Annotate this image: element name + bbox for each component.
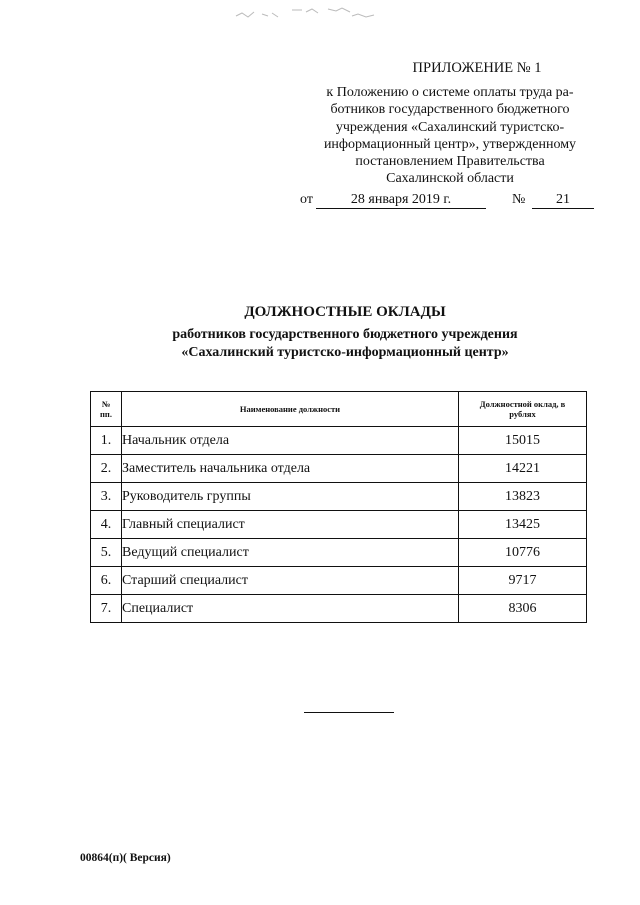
header-number-line: пп.	[100, 409, 112, 419]
table-header-row	[91, 392, 587, 427]
header-salary-line: рублях	[509, 409, 536, 419]
document-version-code: 00864(п)( Версия)	[80, 852, 171, 864]
from-label: от	[300, 192, 313, 207]
approval-date-line	[300, 192, 600, 210]
table-row	[91, 427, 587, 455]
appendix-title: ПРИЛОЖЕНИЕ № 1	[412, 60, 542, 76]
row-number: 7.	[91, 595, 122, 623]
row-number: 5.	[91, 539, 122, 567]
document-title: ДОЛЖНОСТНЫЕ ОКЛАДЫ	[244, 304, 446, 320]
position-name: Ведущий специалист	[122, 539, 459, 567]
row-number: 6.	[91, 567, 122, 595]
resolution-number: 21	[532, 192, 594, 209]
table-row	[91, 455, 587, 483]
appendix-line: ботников государственного бюджетного	[330, 102, 570, 118]
appendix-line: учреждения «Сахалинский туристско-	[335, 119, 565, 135]
row-number: 1.	[91, 427, 122, 455]
appendix-body	[300, 84, 600, 188]
subtitle-line: работников государственного бюджетного учреждения	[172, 327, 518, 342]
position-name: Специалист	[122, 595, 459, 623]
table-row	[91, 595, 587, 623]
position-name: Главный специалист	[122, 511, 459, 539]
salary-value: 10776	[459, 539, 587, 567]
header-position: Наименование должности	[122, 392, 459, 427]
table-row	[91, 511, 587, 539]
document-subtitle	[0, 326, 640, 362]
table-row	[91, 567, 587, 595]
number-label: №	[512, 192, 526, 207]
position-name: Старший специалист	[122, 567, 459, 595]
salary-table	[90, 391, 587, 623]
appendix-line: постановлением Правительства	[355, 154, 545, 170]
header-number-line: №	[101, 399, 111, 409]
header-number	[91, 392, 122, 427]
scan-stamp-mark	[232, 4, 382, 22]
header-salary	[459, 392, 587, 427]
position-name: Заместитель начальника отдела	[122, 455, 459, 483]
table-row	[91, 539, 587, 567]
subtitle-line: «Сахалинский туристско-информационный центр»	[181, 345, 509, 360]
appendix-line: информационный центр», утвержденному	[323, 136, 577, 152]
appendix-line: Сахалинской области	[386, 171, 514, 187]
approval-date: 28 января 2019 г.	[316, 192, 486, 209]
salary-value: 9717	[459, 567, 587, 595]
table-row	[91, 483, 587, 511]
salary-value: 13425	[459, 511, 587, 539]
position-name: Руководитель группы	[122, 483, 459, 511]
position-name: Начальник отдела	[122, 427, 459, 455]
header-salary-line: Должностной оклад, в	[479, 399, 566, 409]
row-number: 4.	[91, 511, 122, 539]
appendix-line: к Положению о системе оплаты труда ра-	[326, 85, 574, 100]
salary-value: 15015	[459, 427, 587, 455]
row-number: 3.	[91, 483, 122, 511]
salary-value: 14221	[459, 455, 587, 483]
signature-divider	[304, 712, 394, 713]
row-number: 2.	[91, 455, 122, 483]
salary-value: 8306	[459, 595, 587, 623]
salary-value: 13823	[459, 483, 587, 511]
